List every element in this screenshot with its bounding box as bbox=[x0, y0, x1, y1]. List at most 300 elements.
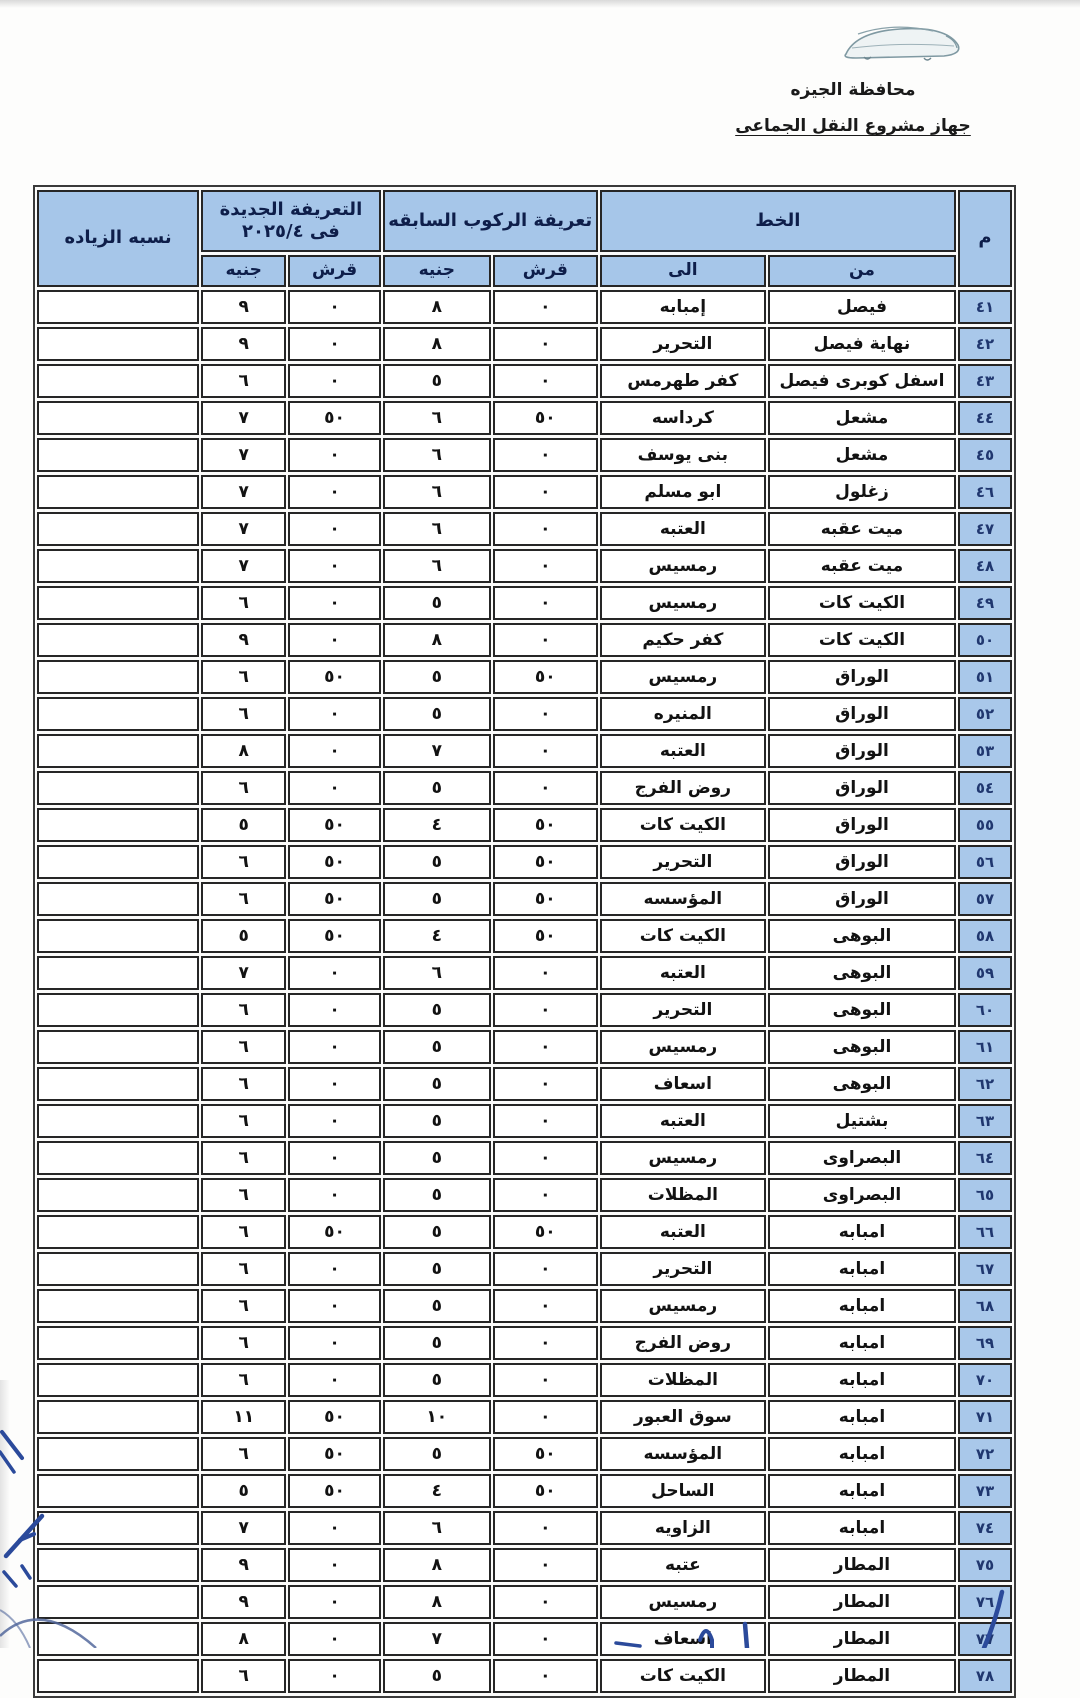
table-row bbox=[37, 1548, 1012, 1582]
cell-from: امبابه bbox=[768, 1326, 956, 1360]
cell-to: الساحل bbox=[600, 1474, 766, 1508]
cell-increase-ratio bbox=[37, 1511, 199, 1545]
header-prev-geneh: جنيه bbox=[383, 255, 491, 287]
cell-prev-geneh: ٥ bbox=[383, 1326, 491, 1360]
cell-row-number: ٥١ bbox=[958, 660, 1012, 694]
cell-increase-ratio bbox=[37, 771, 199, 805]
cell-prev-geneh: ٥ bbox=[383, 845, 491, 879]
cell-prev-qirsh: ٠ bbox=[493, 512, 598, 546]
cell-new-qirsh: ٠ bbox=[288, 956, 380, 990]
cell-to: التحرير bbox=[600, 327, 766, 361]
cell-row-number: ٥٦ bbox=[958, 845, 1012, 879]
cell-new-qirsh: ٠ bbox=[288, 1178, 380, 1212]
scan-shading-left bbox=[0, 1380, 10, 1648]
cell-prev-qirsh: ٠ bbox=[493, 1289, 598, 1323]
cell-new-geneh: ٦ bbox=[201, 1104, 286, 1138]
cell-row-number: ٥٩ bbox=[958, 956, 1012, 990]
cell-prev-geneh: ٥ bbox=[383, 1252, 491, 1286]
table-row bbox=[37, 512, 1012, 546]
cell-increase-ratio bbox=[37, 549, 199, 583]
table-row bbox=[37, 956, 1012, 990]
cell-new-geneh: ٦ bbox=[201, 882, 286, 916]
header-new-fare-line1: التعريفة الجديدة bbox=[219, 198, 363, 220]
header-row-number: م bbox=[958, 190, 1012, 287]
cell-new-geneh: ٦ bbox=[201, 771, 286, 805]
cell-prev-qirsh: ٠ bbox=[493, 438, 598, 472]
cell-new-geneh: ٦ bbox=[201, 1067, 286, 1101]
header-previous-fare-group: تعريفة الركوب السابقه bbox=[383, 190, 598, 252]
cell-prev-geneh: ٥ bbox=[383, 1659, 491, 1693]
scan-shading-top bbox=[0, 0, 1080, 8]
cell-row-number: ٦٣ bbox=[958, 1104, 1012, 1138]
table-row bbox=[37, 1326, 1012, 1360]
cell-prev-qirsh: ٠ bbox=[493, 1178, 598, 1212]
cell-new-qirsh: ٠ bbox=[288, 1659, 380, 1693]
cell-from: الوراق bbox=[768, 660, 956, 694]
cell-to: كفر حكيم bbox=[600, 623, 766, 657]
cell-prev-geneh: ٨ bbox=[383, 290, 491, 324]
cell-new-geneh: ٧ bbox=[201, 401, 286, 435]
cell-new-geneh: ٩ bbox=[201, 327, 286, 361]
cell-from: الوراق bbox=[768, 882, 956, 916]
cell-to: اسعاف bbox=[600, 1067, 766, 1101]
table-row bbox=[37, 1289, 1012, 1323]
cell-prev-qirsh: ٠ bbox=[493, 734, 598, 768]
cell-new-qirsh: ٠ bbox=[288, 623, 380, 657]
cell-to: اسعاف bbox=[600, 1622, 766, 1656]
cell-to: إمبابه bbox=[600, 290, 766, 324]
cell-new-qirsh: ٠ bbox=[288, 1622, 380, 1656]
cell-prev-qirsh: ٠ bbox=[493, 956, 598, 990]
cell-prev-geneh: ٦ bbox=[383, 549, 491, 583]
cell-new-qirsh: ٥٠ bbox=[288, 401, 380, 435]
cell-prev-geneh: ٦ bbox=[383, 1511, 491, 1545]
cell-increase-ratio bbox=[37, 808, 199, 842]
cell-new-geneh: ١١ bbox=[201, 1400, 286, 1434]
cell-from: الوراق bbox=[768, 734, 956, 768]
cell-new-geneh: ٧ bbox=[201, 549, 286, 583]
cell-to: رمسيس bbox=[600, 1141, 766, 1175]
cell-row-number: ٦٨ bbox=[958, 1289, 1012, 1323]
cell-from: البصراوى bbox=[768, 1141, 956, 1175]
cell-new-geneh: ٦ bbox=[201, 1363, 286, 1397]
cell-row-number: ٥٣ bbox=[958, 734, 1012, 768]
cell-prev-qirsh: ٥٠ bbox=[493, 845, 598, 879]
org-name: محافظة الجيزه bbox=[790, 80, 916, 100]
cell-new-geneh: ٨ bbox=[201, 734, 286, 768]
cell-row-number: ٦١ bbox=[958, 1030, 1012, 1064]
table-row bbox=[37, 1067, 1012, 1101]
cell-from: الوراق bbox=[768, 697, 956, 731]
table-row bbox=[37, 475, 1012, 509]
cell-increase-ratio bbox=[37, 1326, 199, 1360]
cell-prev-qirsh: ٥٠ bbox=[493, 1215, 598, 1249]
table-row bbox=[37, 845, 1012, 879]
cell-from: المطار bbox=[768, 1585, 956, 1619]
cell-prev-qirsh: ٠ bbox=[493, 549, 598, 583]
cell-new-geneh: ٦ bbox=[201, 1178, 286, 1212]
cell-to: رمسيس bbox=[600, 660, 766, 694]
cell-prev-geneh: ٤ bbox=[383, 808, 491, 842]
cell-new-geneh: ٦ bbox=[201, 1141, 286, 1175]
cell-new-qirsh: ٥٠ bbox=[288, 845, 380, 879]
cell-prev-geneh: ٨ bbox=[383, 623, 491, 657]
cell-new-qirsh: ٠ bbox=[288, 1030, 380, 1064]
cell-from: اسفل كوبرى فيصل bbox=[768, 364, 956, 398]
cell-new-geneh: ٥ bbox=[201, 919, 286, 953]
table-row bbox=[37, 438, 1012, 472]
cell-increase-ratio bbox=[37, 1289, 199, 1323]
cell-increase-ratio bbox=[37, 364, 199, 398]
cell-new-qirsh: ٥٠ bbox=[288, 1437, 380, 1471]
cell-prev-geneh: ٨ bbox=[383, 1548, 491, 1582]
cell-from: زغلول bbox=[768, 475, 956, 509]
cell-from: الوراق bbox=[768, 808, 956, 842]
cell-to: المظلات bbox=[600, 1363, 766, 1397]
cell-new-qirsh: ٠ bbox=[288, 327, 380, 361]
cell-new-qirsh: ٠ bbox=[288, 475, 380, 509]
cell-from: مشعل bbox=[768, 438, 956, 472]
cell-row-number: ٧٣ bbox=[958, 1474, 1012, 1508]
table-row bbox=[37, 697, 1012, 731]
cell-prev-qirsh: ٠ bbox=[493, 1622, 598, 1656]
cell-to: التحرير bbox=[600, 845, 766, 879]
cell-increase-ratio bbox=[37, 290, 199, 324]
cell-increase-ratio bbox=[37, 1363, 199, 1397]
cell-from: مشعل bbox=[768, 401, 956, 435]
cell-prev-geneh: ١٠ bbox=[383, 1400, 491, 1434]
fare-table-wrapper bbox=[33, 185, 1016, 1698]
cell-prev-qirsh: ٠ bbox=[493, 1067, 598, 1101]
header-line-group: الخط bbox=[600, 190, 956, 252]
cell-to: العتبه bbox=[600, 734, 766, 768]
cell-from: امبابه bbox=[768, 1474, 956, 1508]
table-row bbox=[37, 771, 1012, 805]
cell-prev-geneh: ٧ bbox=[383, 734, 491, 768]
table-row bbox=[37, 1178, 1012, 1212]
cell-increase-ratio bbox=[37, 1474, 199, 1508]
cell-increase-ratio bbox=[37, 660, 199, 694]
cell-new-geneh: ٦ bbox=[201, 697, 286, 731]
cell-to: روض الفرج bbox=[600, 1326, 766, 1360]
cell-prev-qirsh: ٠ bbox=[493, 1363, 598, 1397]
cell-new-qirsh: ٠ bbox=[288, 1511, 380, 1545]
header-increase-ratio: نسبه الزياده bbox=[37, 190, 199, 287]
table-header bbox=[37, 190, 1012, 287]
cell-to: رمسيس bbox=[600, 549, 766, 583]
cell-row-number: ٥٢ bbox=[958, 697, 1012, 731]
header-from: من bbox=[768, 255, 956, 287]
cell-new-qirsh: ٠ bbox=[288, 549, 380, 583]
cell-increase-ratio bbox=[37, 401, 199, 435]
cell-prev-geneh: ٥ bbox=[383, 993, 491, 1027]
cell-row-number: ٦٢ bbox=[958, 1067, 1012, 1101]
cell-increase-ratio bbox=[37, 1659, 199, 1693]
cell-to: العتبه bbox=[600, 956, 766, 990]
cell-prev-qirsh: ٠ bbox=[493, 1252, 598, 1286]
cell-increase-ratio bbox=[37, 438, 199, 472]
cell-new-geneh: ٦ bbox=[201, 1437, 286, 1471]
cell-new-qirsh: ٠ bbox=[288, 993, 380, 1027]
cell-row-number: ٥٥ bbox=[958, 808, 1012, 842]
cell-prev-geneh: ٤ bbox=[383, 1474, 491, 1508]
cell-row-number: ٥٤ bbox=[958, 771, 1012, 805]
cell-new-geneh: ٦ bbox=[201, 1252, 286, 1286]
cell-to: كرداسه bbox=[600, 401, 766, 435]
cell-prev-geneh: ٥ bbox=[383, 1437, 491, 1471]
cell-increase-ratio bbox=[37, 845, 199, 879]
cell-new-qirsh: ٠ bbox=[288, 1326, 380, 1360]
cell-to: الكيت كات bbox=[600, 1659, 766, 1693]
cell-new-geneh: ٥ bbox=[201, 1474, 286, 1508]
cell-increase-ratio bbox=[37, 475, 199, 509]
dept-name: جهاز مشروع النقل الجماعى bbox=[735, 116, 971, 136]
cell-new-qirsh: ٥٠ bbox=[288, 1400, 380, 1434]
table-row bbox=[37, 1659, 1012, 1693]
cell-to: رمسيس bbox=[600, 1030, 766, 1064]
cell-new-geneh: ٩ bbox=[201, 623, 286, 657]
cell-new-qirsh: ٠ bbox=[288, 734, 380, 768]
table-row bbox=[37, 1511, 1012, 1545]
cell-row-number: ٦٦ bbox=[958, 1215, 1012, 1249]
cell-increase-ratio bbox=[37, 1030, 199, 1064]
cell-new-geneh: ٦ bbox=[201, 1289, 286, 1323]
cell-prev-geneh: ٨ bbox=[383, 1585, 491, 1619]
cell-row-number: ٥٨ bbox=[958, 919, 1012, 953]
cell-prev-geneh: ٧ bbox=[383, 1622, 491, 1656]
cell-new-qirsh: ٠ bbox=[288, 697, 380, 731]
cell-row-number: ٤٨ bbox=[958, 549, 1012, 583]
cell-prev-geneh: ٥ bbox=[383, 1030, 491, 1064]
header-prev-qirsh: قرش bbox=[493, 255, 598, 287]
cell-prev-qirsh: ٠ bbox=[493, 993, 598, 1027]
cell-prev-geneh: ٥ bbox=[383, 882, 491, 916]
cell-to: المنيره bbox=[600, 697, 766, 731]
cell-prev-geneh: ٥ bbox=[383, 1141, 491, 1175]
cell-increase-ratio bbox=[37, 1400, 199, 1434]
cell-prev-qirsh: ٥٠ bbox=[493, 401, 598, 435]
cell-increase-ratio bbox=[37, 734, 199, 768]
header-new-fare-line2: فى ٢٠٢٥/٤ bbox=[242, 221, 340, 242]
cell-new-qirsh: ٠ bbox=[288, 1585, 380, 1619]
cell-new-geneh: ٧ bbox=[201, 438, 286, 472]
cell-from: فيصل bbox=[768, 290, 956, 324]
cell-prev-geneh: ٥ bbox=[383, 697, 491, 731]
cell-row-number: ٤١ bbox=[958, 290, 1012, 324]
table-row bbox=[37, 1363, 1012, 1397]
cell-prev-geneh: ٥ bbox=[383, 1104, 491, 1138]
cell-increase-ratio bbox=[37, 586, 199, 620]
cell-prev-geneh: ٥ bbox=[383, 364, 491, 398]
cell-row-number: ٧٤ bbox=[958, 1511, 1012, 1545]
cell-prev-qirsh: ٠ bbox=[493, 1511, 598, 1545]
header-new-geneh: جنيه bbox=[201, 255, 286, 287]
cell-new-geneh: ٦ bbox=[201, 1326, 286, 1360]
cell-from: البوهى bbox=[768, 956, 956, 990]
header-new-fare-group bbox=[201, 190, 381, 252]
table-row bbox=[37, 808, 1012, 842]
cell-row-number: ٦٩ bbox=[958, 1326, 1012, 1360]
cell-to: بنى يوسف bbox=[600, 438, 766, 472]
table-row bbox=[37, 549, 1012, 583]
cell-prev-qirsh: ٠ bbox=[493, 290, 598, 324]
cell-to: التحرير bbox=[600, 993, 766, 1027]
cell-new-qirsh: ٠ bbox=[288, 1289, 380, 1323]
cell-to: الزاويه bbox=[600, 1511, 766, 1545]
table-row bbox=[37, 1030, 1012, 1064]
cell-increase-ratio bbox=[37, 1104, 199, 1138]
cell-to: كفر طهرمس bbox=[600, 364, 766, 398]
table-row bbox=[37, 1437, 1012, 1471]
table-row bbox=[37, 1141, 1012, 1175]
table-row bbox=[37, 1622, 1012, 1656]
cell-row-number: ٤٥ bbox=[958, 438, 1012, 472]
cell-prev-qirsh: ٠ bbox=[493, 771, 598, 805]
cell-increase-ratio bbox=[37, 1215, 199, 1249]
cell-from: الوراق bbox=[768, 845, 956, 879]
cell-new-qirsh: ٠ bbox=[288, 1067, 380, 1101]
cell-from: ميت عقبه bbox=[768, 512, 956, 546]
cell-from: المطار bbox=[768, 1622, 956, 1656]
cell-from: بشتيل bbox=[768, 1104, 956, 1138]
cell-increase-ratio bbox=[37, 956, 199, 990]
cell-row-number: ٥٠ bbox=[958, 623, 1012, 657]
cell-prev-qirsh: ٠ bbox=[493, 1326, 598, 1360]
header-new-qirsh: قرش bbox=[288, 255, 380, 287]
cell-from: البوهى bbox=[768, 1067, 956, 1101]
cell-prev-qirsh: ٠ bbox=[493, 1659, 598, 1693]
cell-prev-geneh: ٥ bbox=[383, 771, 491, 805]
cell-from: الوراق bbox=[768, 771, 956, 805]
cell-prev-qirsh: ٥٠ bbox=[493, 882, 598, 916]
cell-new-qirsh: ٠ bbox=[288, 586, 380, 620]
cell-from: امبابه bbox=[768, 1400, 956, 1434]
cell-new-geneh: ٦ bbox=[201, 660, 286, 694]
cell-increase-ratio bbox=[37, 1252, 199, 1286]
cell-row-number: ٧٨ bbox=[958, 1659, 1012, 1693]
cell-increase-ratio bbox=[37, 1585, 199, 1619]
cell-prev-qirsh: ٥٠ bbox=[493, 1474, 598, 1508]
cell-from: الكيت كات bbox=[768, 623, 956, 657]
cell-to: المؤسسه bbox=[600, 1437, 766, 1471]
cell-increase-ratio bbox=[37, 697, 199, 731]
cell-prev-geneh: ٥ bbox=[383, 1067, 491, 1101]
cell-increase-ratio bbox=[37, 882, 199, 916]
cell-new-qirsh: ٥٠ bbox=[288, 1215, 380, 1249]
cell-new-geneh: ٧ bbox=[201, 475, 286, 509]
cell-to: المؤسسه bbox=[600, 882, 766, 916]
cell-to: رمسيس bbox=[600, 586, 766, 620]
cell-prev-geneh: ٦ bbox=[383, 512, 491, 546]
cell-row-number: ٧٦ bbox=[958, 1585, 1012, 1619]
cell-new-qirsh: ٠ bbox=[288, 1548, 380, 1582]
cell-prev-geneh: ٥ bbox=[383, 1289, 491, 1323]
table-row bbox=[37, 1474, 1012, 1508]
table-row bbox=[37, 1585, 1012, 1619]
cell-row-number: ٤٦ bbox=[958, 475, 1012, 509]
cell-new-geneh: ٧ bbox=[201, 956, 286, 990]
cell-from: امبابه bbox=[768, 1511, 956, 1545]
cell-row-number: ٦٤ bbox=[958, 1141, 1012, 1175]
table-row bbox=[37, 327, 1012, 361]
cell-from: نهاية فيصل bbox=[768, 327, 956, 361]
cell-prev-geneh: ٦ bbox=[383, 401, 491, 435]
cell-increase-ratio bbox=[37, 1067, 199, 1101]
cell-prev-qirsh: ٠ bbox=[493, 1030, 598, 1064]
cell-prev-qirsh: ٠ bbox=[493, 364, 598, 398]
cell-prev-qirsh: ٠ bbox=[493, 1400, 598, 1434]
cell-prev-geneh: ٥ bbox=[383, 586, 491, 620]
cell-row-number: ٦٧ bbox=[958, 1252, 1012, 1286]
cell-new-qirsh: ٠ bbox=[288, 771, 380, 805]
cell-new-qirsh: ٠ bbox=[288, 1104, 380, 1138]
cell-row-number: ٤٢ bbox=[958, 327, 1012, 361]
cell-new-qirsh: ٠ bbox=[288, 1363, 380, 1397]
cell-row-number: ٦٠ bbox=[958, 993, 1012, 1027]
table-row bbox=[37, 1252, 1012, 1286]
cell-new-geneh: ٩ bbox=[201, 1548, 286, 1582]
cell-from: امبابه bbox=[768, 1437, 956, 1471]
cell-from: امبابه bbox=[768, 1363, 956, 1397]
cell-prev-geneh: ٦ bbox=[383, 956, 491, 990]
cell-prev-geneh: ٨ bbox=[383, 327, 491, 361]
cell-prev-geneh: ٤ bbox=[383, 919, 491, 953]
cell-new-qirsh: ٠ bbox=[288, 290, 380, 324]
cell-prev-geneh: ٦ bbox=[383, 475, 491, 509]
cell-new-geneh: ٦ bbox=[201, 1030, 286, 1064]
cell-row-number: ٧٥ bbox=[958, 1548, 1012, 1582]
cell-from: البوهى bbox=[768, 1030, 956, 1064]
letterhead bbox=[688, 18, 1018, 136]
cell-new-geneh: ٦ bbox=[201, 1659, 286, 1693]
cell-new-geneh: ٩ bbox=[201, 1585, 286, 1619]
cell-increase-ratio bbox=[37, 1622, 199, 1656]
cell-prev-qirsh: ٠ bbox=[493, 586, 598, 620]
cell-to: سوق العبور bbox=[600, 1400, 766, 1434]
cell-prev-qirsh: ٠ bbox=[493, 475, 598, 509]
table-row bbox=[37, 882, 1012, 916]
cell-prev-geneh: ٥ bbox=[383, 660, 491, 694]
cell-row-number: ٧٧ bbox=[958, 1622, 1012, 1656]
cell-new-qirsh: ٥٠ bbox=[288, 808, 380, 842]
cell-increase-ratio bbox=[37, 1178, 199, 1212]
cell-prev-geneh: ٥ bbox=[383, 1363, 491, 1397]
cell-row-number: ٧٢ bbox=[958, 1437, 1012, 1471]
bus-sketch-icon bbox=[828, 18, 978, 66]
cell-from: الكيت كات bbox=[768, 586, 956, 620]
table-row bbox=[37, 1215, 1012, 1249]
cell-increase-ratio bbox=[37, 623, 199, 657]
table-row bbox=[37, 734, 1012, 768]
cell-to: الكيت كات bbox=[600, 808, 766, 842]
cell-to: ابو مسلم bbox=[600, 475, 766, 509]
cell-from: البوهى bbox=[768, 993, 956, 1027]
cell-new-qirsh: ٠ bbox=[288, 438, 380, 472]
cell-new-geneh: ٨ bbox=[201, 1622, 286, 1656]
cell-from: امبابه bbox=[768, 1289, 956, 1323]
cell-new-qirsh: ٥٠ bbox=[288, 919, 380, 953]
header-to: الى bbox=[600, 255, 766, 287]
cell-row-number: ٤٣ bbox=[958, 364, 1012, 398]
table-row bbox=[37, 623, 1012, 657]
cell-from: امبابه bbox=[768, 1252, 956, 1286]
table-row bbox=[37, 660, 1012, 694]
cell-from: امبابه bbox=[768, 1215, 956, 1249]
cell-row-number: ٤٧ bbox=[958, 512, 1012, 546]
cell-new-qirsh: ٠ bbox=[288, 1252, 380, 1286]
cell-row-number: ٤٩ bbox=[958, 586, 1012, 620]
cell-prev-qirsh: ٥٠ bbox=[493, 660, 598, 694]
